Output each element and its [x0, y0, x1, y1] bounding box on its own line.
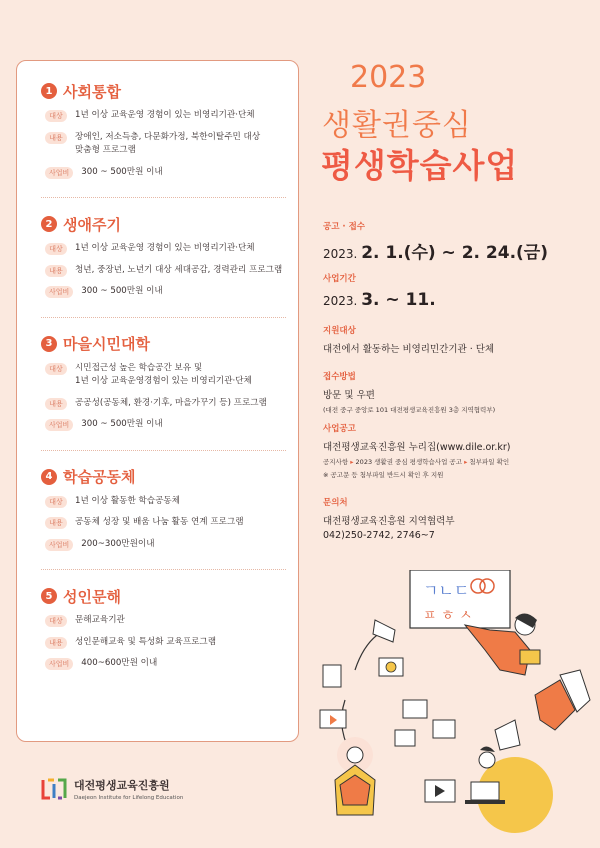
row-tag: 대상 — [45, 363, 67, 375]
row-value: 1년 이상 교육운영 경험이 있는 비영리기관·단체 — [75, 243, 255, 253]
section-title — [41, 586, 284, 606]
target-label: 지원대상 — [323, 326, 356, 336]
section-row — [41, 418, 284, 432]
row-value: 1년 이상 교육운영 경험이 있는 비영리기관·단체 — [75, 110, 255, 120]
section-row — [41, 166, 284, 180]
target-block — [323, 324, 593, 355]
section-row — [41, 636, 284, 650]
section-number-badge: 2 — [41, 216, 57, 232]
section-divider — [41, 197, 286, 198]
notice-value: 대전평생교육진흥원 누리집(www.dile.or.kr) — [323, 442, 511, 453]
row-value: 청년, 중장년, 노년기 대상 세대공감, 경력관리 프로그램 — [75, 264, 283, 275]
section-title — [41, 334, 284, 354]
row-tag: 대상 — [45, 615, 67, 627]
section-number-badge: 5 — [41, 588, 57, 604]
section-row — [41, 131, 284, 158]
section-row — [41, 657, 284, 671]
section-row — [41, 362, 284, 389]
notice-label: 사업공고 — [323, 424, 356, 434]
row-value: 장애인, 저소득층, 다문화가정, 북한이탈주민 대상 맞춤형 프로그램 — [75, 131, 261, 155]
poster-title-line1: 생활권중심 — [322, 108, 472, 143]
section-row — [41, 397, 284, 411]
target-value: 대전에서 활동하는 비영리민간기관 · 단체 — [323, 344, 495, 355]
row-tag: 사업비 — [45, 658, 73, 670]
arrow-right-icon: ▸ — [464, 458, 468, 466]
poster-year: 2023 — [350, 60, 427, 95]
row-tag: 대상 — [45, 110, 67, 122]
method-note: (대전 중구 중앙로 101 대전평생교육진흥원 3층 지역협력부) — [323, 406, 496, 414]
period-date: 2023. 3. ~ 11. — [323, 290, 436, 310]
row-tag: 내용 — [45, 637, 67, 649]
section-divider — [41, 450, 286, 451]
announce-date: 2023. 2. 1.(수) ~ 2. 24.(금) — [323, 243, 549, 263]
logo-name: 대전평생교육진흥원 — [74, 779, 170, 792]
row-tag: 대상 — [45, 243, 67, 255]
section-row — [41, 538, 284, 552]
program-panel — [16, 60, 299, 742]
row-value: 공동체 성장 및 배움 나눔 활동 연계 프로그램 — [75, 517, 244, 527]
section-number-badge: 4 — [41, 469, 57, 485]
row-value: 300 ~ 500만원 이내 — [81, 286, 163, 296]
row-tag: 대상 — [45, 496, 67, 508]
section-title — [41, 467, 284, 487]
section-row — [41, 109, 284, 123]
section-title-text: 마을시민대학 — [63, 335, 150, 353]
program-section-1 — [41, 81, 284, 179]
announce-block — [323, 220, 593, 263]
notice-block — [323, 422, 593, 479]
board-text-line1: ㄱㄴㄷ — [423, 581, 470, 600]
announce-label: 공고 · 접수 — [323, 222, 365, 232]
section-number-badge: 3 — [41, 336, 57, 352]
row-tag: 사업비 — [45, 539, 73, 551]
notice-path: 공지사항 ▸ 2023 생활권 중심 평생학습사업 공고 ▸ 첨부파일 확인 — [323, 458, 510, 466]
program-section-3 — [41, 334, 284, 432]
section-divider — [41, 317, 286, 318]
contact-block — [323, 496, 593, 541]
period-label: 사업기간 — [323, 274, 356, 284]
row-value: 200~300만원이내 — [81, 538, 155, 549]
row-value: 시민접근성 높은 학습공간 보유 및 1년 이상 교육운영경험이 있는 비영리기관·단체 — [75, 362, 252, 386]
section-row — [41, 264, 284, 278]
row-value: 문해교육기관 — [75, 615, 125, 625]
row-tag: 사업비 — [45, 419, 73, 431]
program-section-5 — [41, 586, 284, 671]
row-tag: 내용 — [45, 517, 67, 529]
row-tag: 내용 — [45, 265, 67, 277]
program-section-2 — [41, 214, 284, 299]
row-tag: 내용 — [45, 132, 67, 144]
section-title — [41, 214, 284, 234]
section-row — [41, 614, 284, 628]
row-value: 300 ~ 500만원 이내 — [81, 419, 163, 429]
row-value: 공공성(공동체, 환경·기후, 마을가꾸기 등) 프로그램 — [75, 397, 267, 408]
row-value: 성인문해교육 및 특성화 교육프로그램 — [75, 636, 217, 647]
section-number-badge: 1 — [41, 83, 57, 99]
contact-phone: 042)250-2742, 2746~7 — [323, 530, 435, 541]
section-title — [41, 81, 284, 101]
arrow-right-icon: ▸ — [350, 458, 354, 466]
board-text-line2: ㅍ ㅎ ㅅ — [423, 608, 473, 624]
section-row — [41, 516, 284, 530]
section-title-text: 사회통합 — [63, 82, 121, 101]
logo-english: Daejeon Institute for Lifelong Education — [74, 795, 184, 801]
section-divider — [41, 569, 286, 570]
row-value: 300 ~ 500만원 이내 — [81, 166, 163, 177]
section-row — [41, 242, 284, 256]
section-title-text: 학습공동체 — [63, 468, 136, 486]
method-block — [323, 370, 593, 414]
row-value: 1년 이상 활동한 학습공동체 — [75, 495, 180, 506]
row-value: 400~600만원 이내 — [81, 658, 158, 668]
contact-value: 대전평생교육진흥원 지역협력부 — [323, 516, 455, 527]
section-title-text: 생애주기 — [63, 215, 121, 234]
section-row — [41, 285, 284, 299]
learning-illustration — [315, 570, 595, 840]
row-tag: 사업비 — [45, 286, 73, 298]
logo-mark-icon — [40, 776, 68, 802]
row-tag: 내용 — [45, 398, 67, 410]
section-title-text: 성인문해 — [63, 587, 121, 606]
method-value: 방문 및 우편 — [323, 390, 375, 401]
row-tag: 사업비 — [45, 167, 73, 179]
contact-label: 문의처 — [323, 498, 348, 508]
institute-logo — [40, 776, 183, 802]
method-label: 접수방법 — [323, 372, 356, 382]
notice-note: ※ 공고문 등 첨부파일 반드시 확인 후 지원 — [323, 471, 444, 479]
period-block — [323, 272, 593, 310]
poster-title-line2: 평생학습사업 — [321, 146, 519, 185]
section-row — [41, 495, 284, 509]
program-section-4 — [41, 467, 284, 552]
